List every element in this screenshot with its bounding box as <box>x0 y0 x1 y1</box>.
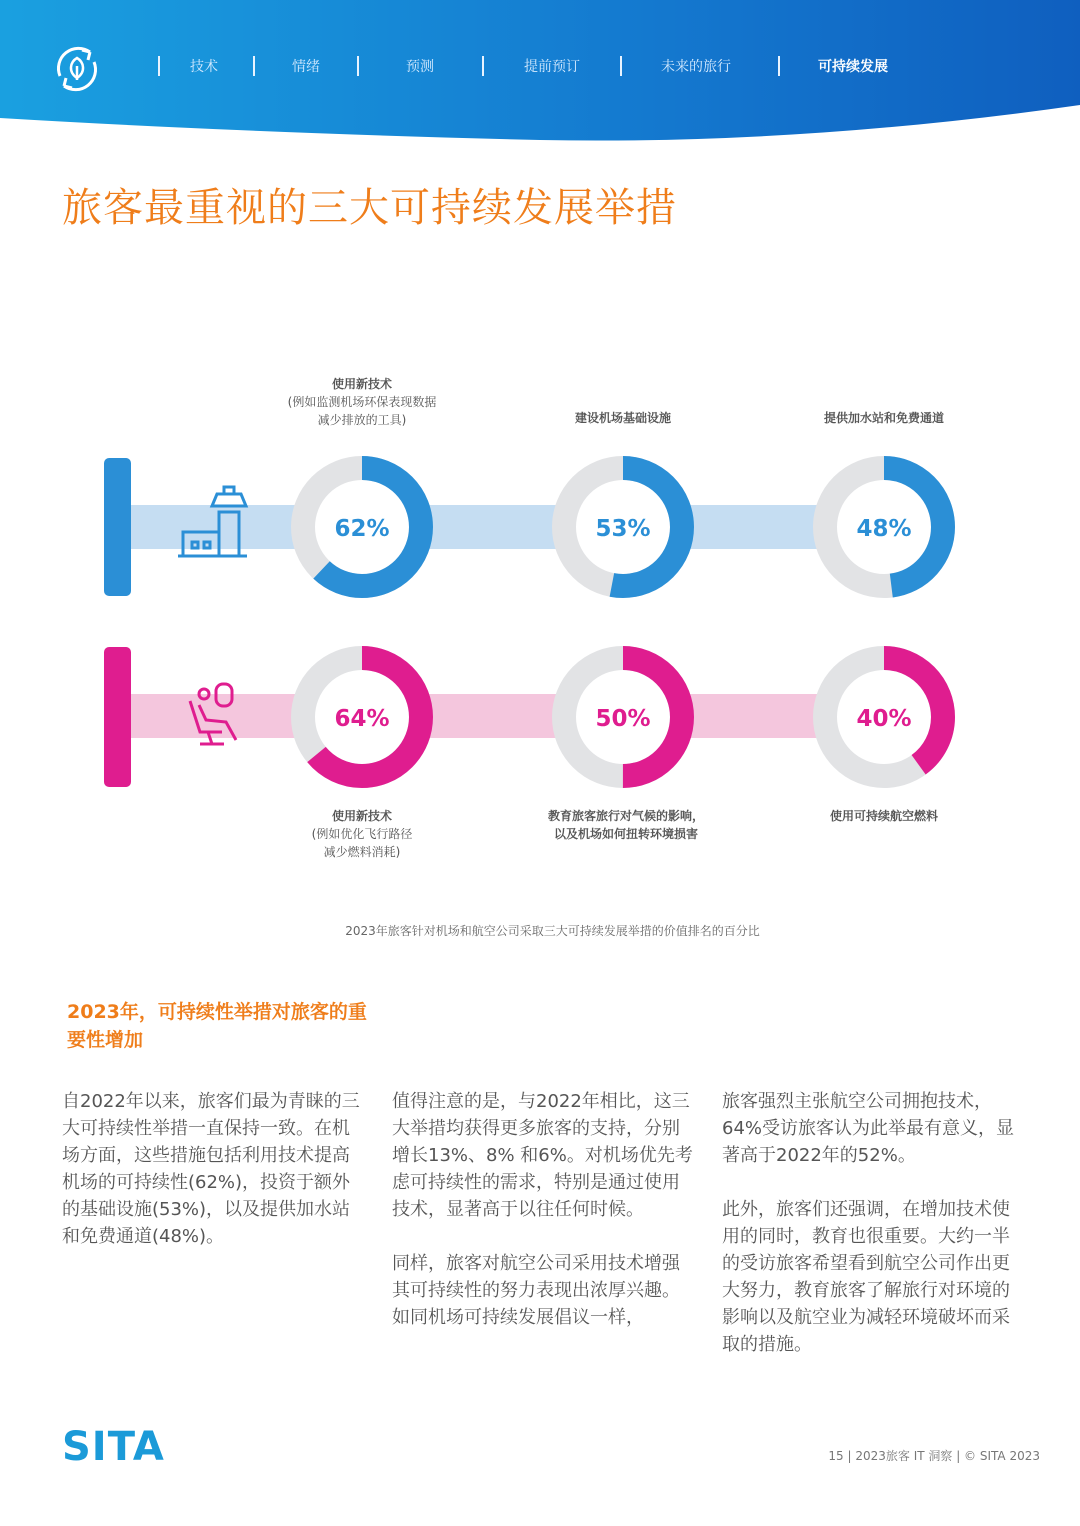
airline-row-marker <box>104 647 131 787</box>
donut-category-label: 以及机场如何扭转环境损害 <box>553 827 699 841</box>
nav-separator <box>158 56 160 76</box>
sustainability-donut-chart <box>0 360 1080 880</box>
page-title: 旅客最重视的三大可持续发展举措 <box>62 185 677 231</box>
nav-tab-technology[interactable]: 技术 <box>190 59 218 75</box>
section-subheading: 2023年，可持续性举措对旅客的重要性增加 <box>67 1001 367 1051</box>
donut-category-label: 使用新技术 <box>331 809 393 823</box>
donut-category-label: 教育旅客旅行对气候的影响， <box>547 809 705 823</box>
text-column-1 <box>62 1088 367 1277</box>
paragraph: 此外，旅客们还强调，在增加技术使用的同时，教育也很重要。大约一半的受访旅客希望看到航空公司作出更大努力，教育旅客了解旅行对环境的影响以及航空业为减轻环境破坏而采取的措施。 <box>722 1199 1010 1355</box>
nav-tab-forecast[interactable]: 预测 <box>406 59 434 75</box>
nav-tab-future-travel[interactable]: 未来的旅行 <box>661 59 731 75</box>
donut-category-label: 使用新技术 <box>331 377 393 391</box>
donut-value-label: 64% <box>334 706 390 732</box>
paragraph: 值得注意的是，与2022年相比，这三大举措均获得更多旅客的支持，分别增长13%、8% 和6%。对机场优先考虑可持续性的需求，特别是通过使用技术，显著高于以往任何时候。 <box>392 1091 693 1220</box>
page-footer: 15 | 2023旅客 IT 洞察 | © SITA 2023 <box>828 1449 1040 1463</box>
nav-separator <box>357 56 359 76</box>
nav-separator <box>620 56 622 76</box>
paragraph: 自2022年以来，旅客们最为青睐的三大可持续性举措一直保持一致。在机场方面，这些措施包括利用技术提高机场的可持续性(62%)，投资于额外的基础设施(53%)，以及提供加水站和免费通道(48%)。 <box>62 1091 360 1247</box>
donut-category-label: 建设机场基础设施 <box>574 411 672 425</box>
nav-separator <box>778 56 780 76</box>
nav-separator <box>253 56 255 76</box>
airport-row-marker <box>104 458 131 596</box>
donut-value-label: 50% <box>595 706 651 732</box>
paragraph: 旅客强烈主张航空公司拥抱技术，64%受访旅客认为此举最有意义，显著高于2022年的52%。 <box>722 1091 1015 1166</box>
sustainability-leaf-icon[interactable] <box>50 42 104 96</box>
nav-tab-sentiment[interactable]: 情绪 <box>292 59 320 75</box>
header <box>0 0 1080 150</box>
text-column-3 <box>722 1088 1027 1385</box>
donut-category-label: 提供加水站和免费通道 <box>823 411 945 425</box>
nav-separator <box>482 56 484 76</box>
nav-tab-advance-booking[interactable]: 提前预订 <box>524 59 580 75</box>
donut-category-label: 减少排放的工具) <box>317 413 407 427</box>
donut-category-label: (例如监测机场环保表现数据 <box>287 395 437 409</box>
donut-value-label: 48% <box>856 516 912 542</box>
donut-value-label: 53% <box>595 516 651 542</box>
nav-tab-sustainability[interactable]: 可持续发展 <box>818 59 888 75</box>
text-column-2 <box>392 1088 697 1358</box>
donut-category-label: (例如优化飞行路径 <box>311 827 413 841</box>
paragraph: 同样，旅客对航空公司采用技术增强其可持续性的努力表现出浓厚兴趣。如同机场可持续发展倡议一样， <box>392 1253 680 1328</box>
donut-category-label: 使用可持续航空燃料 <box>829 809 939 823</box>
sita-logo: SITA <box>62 1424 165 1470</box>
chart-caption: 2023年旅客针对机场和航空公司采取三大可持续发展举措的价值排名的百分比 <box>345 924 760 938</box>
donut-value-label: 62% <box>334 516 390 542</box>
airline-row-band <box>131 694 831 738</box>
donut-category-label: 减少燃料消耗) <box>323 845 401 859</box>
donut-value-label: 40% <box>856 706 912 732</box>
